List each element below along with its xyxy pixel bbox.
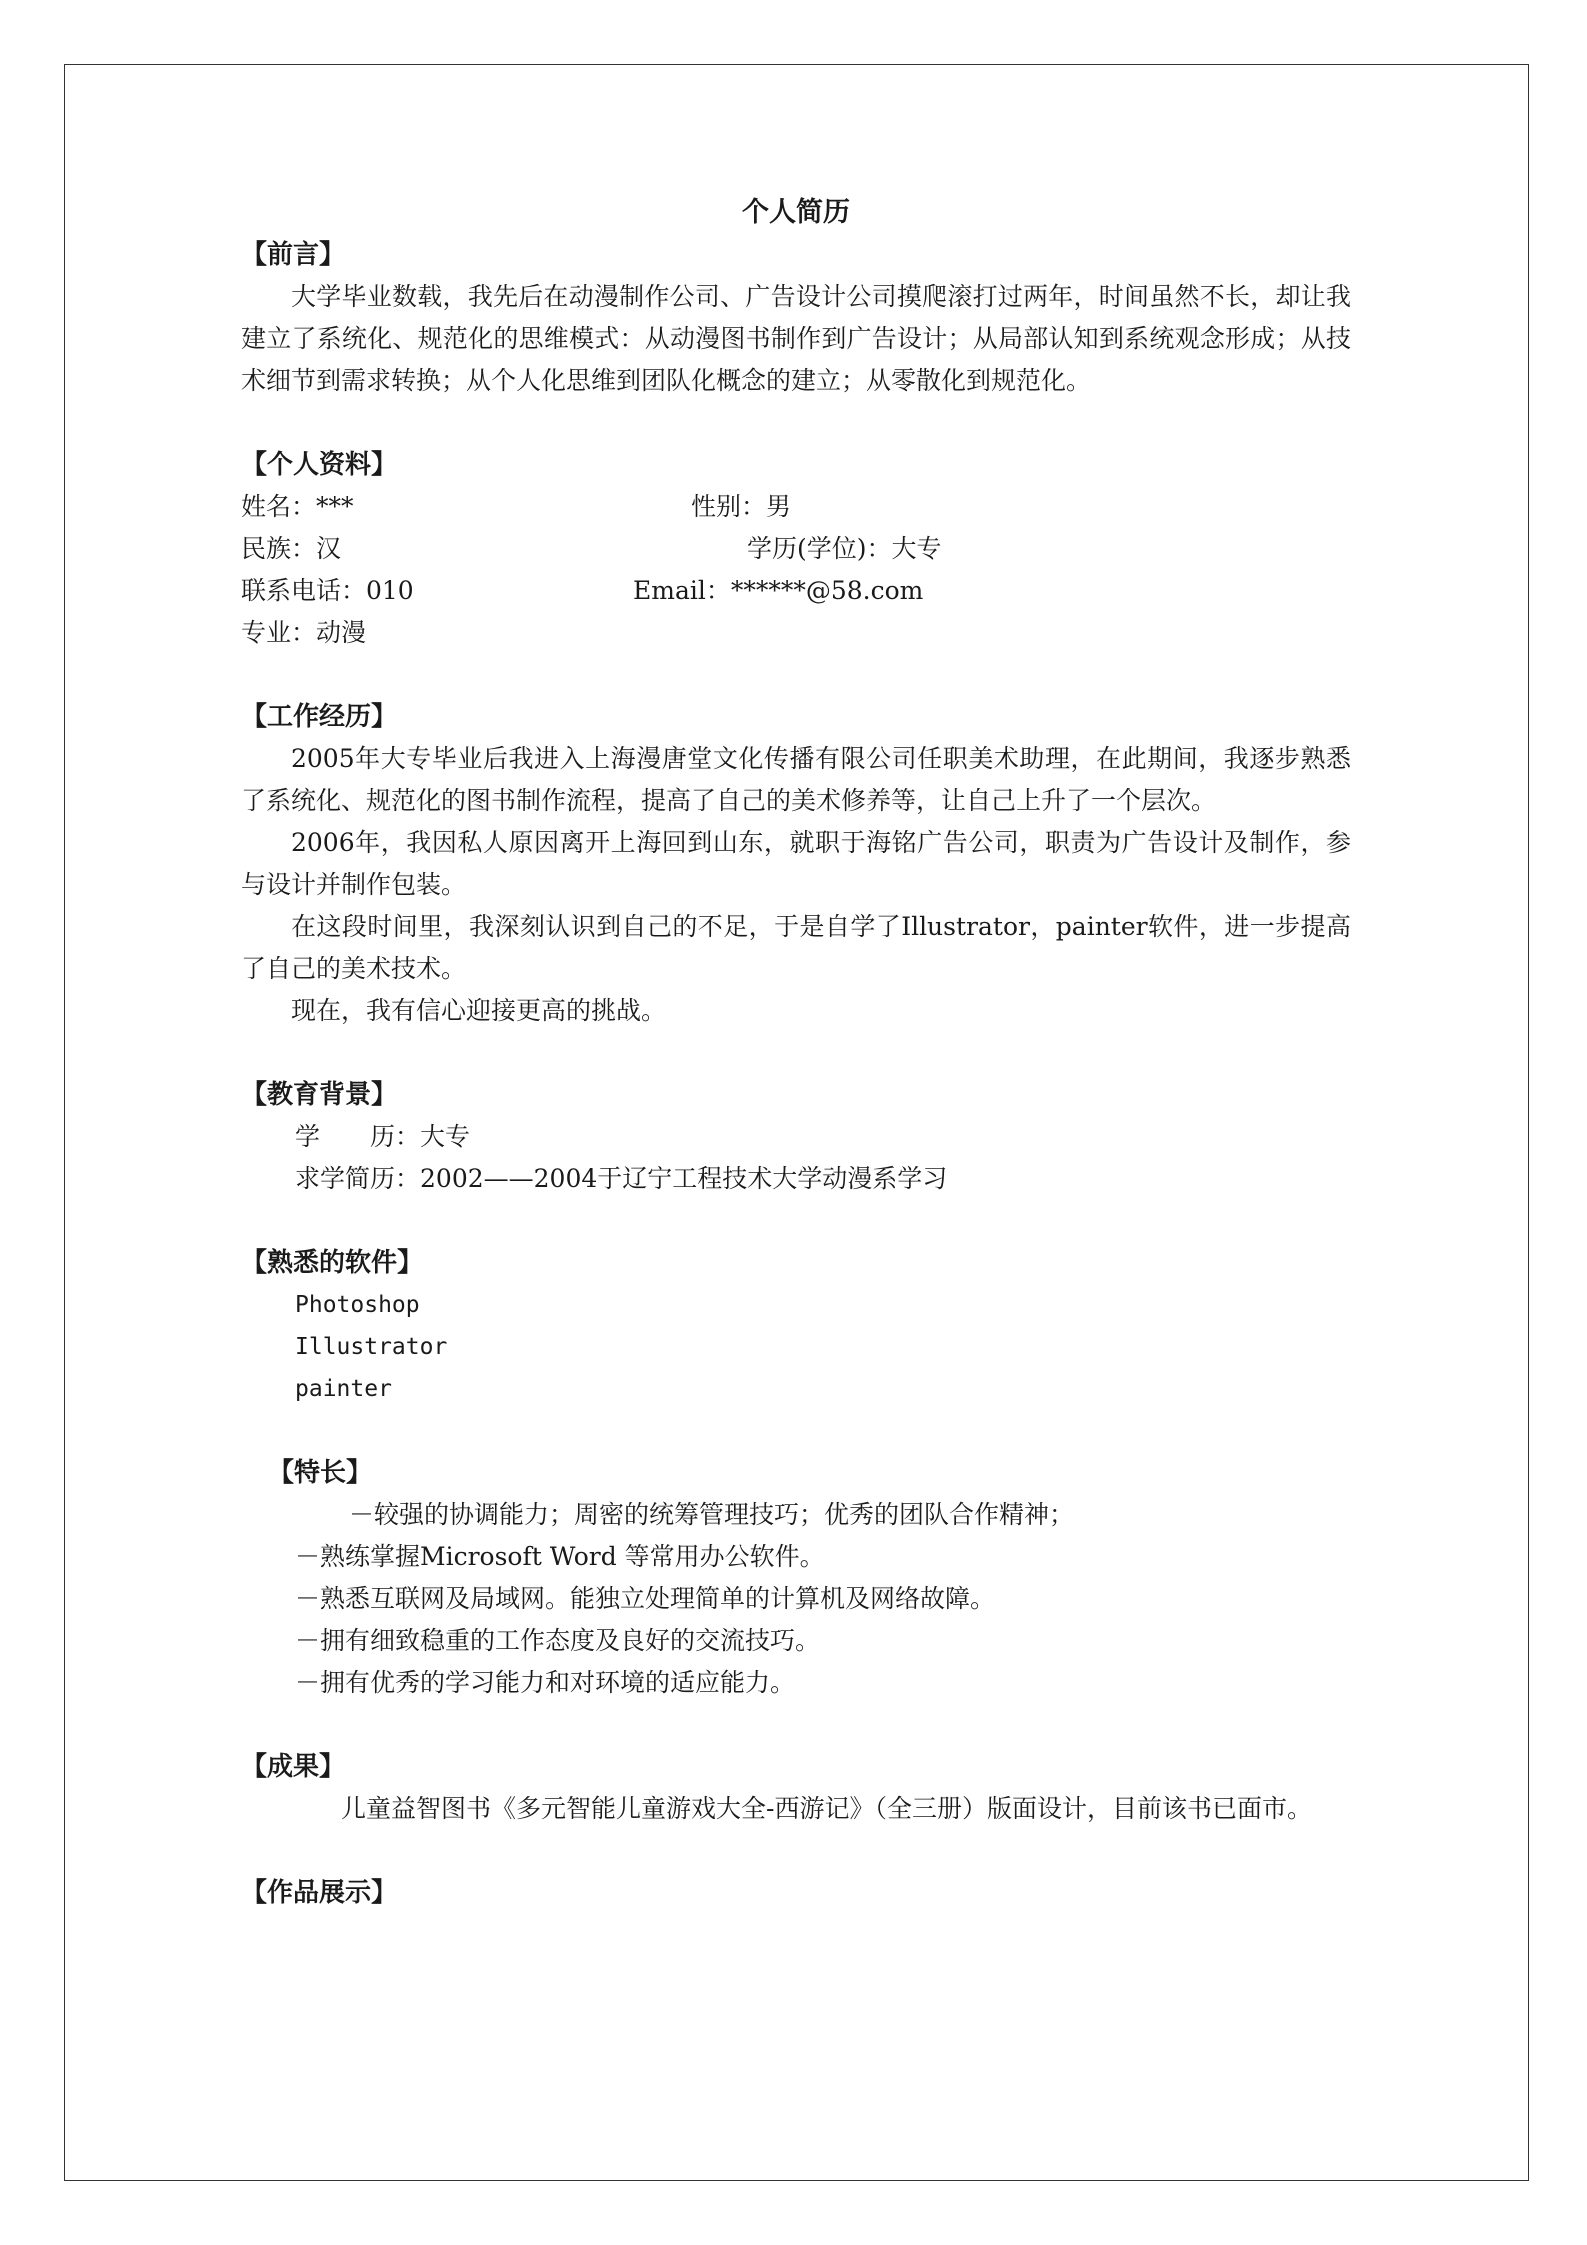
- strength-item: －较强的协调能力；周密的统筹管理技巧；优秀的团队合作精神；: [349, 1500, 1075, 1529]
- strengths-heading: 【特长】: [268, 1458, 373, 1488]
- major-field: 专业：动漫: [241, 618, 367, 647]
- education-history-label: 求学简历：: [295, 1164, 421, 1193]
- degree-field: 学历(学位)：大专: [747, 534, 942, 563]
- education-degree: [241, 1116, 1351, 1158]
- ethnicity-field: 民族：汉: [241, 534, 342, 563]
- education-history-value: 2002——2004于辽宁工程技术大学动漫系学习: [420, 1164, 948, 1193]
- achievements-text: 儿童益智图书《多元智能儿童游戏大全-西游记》（全三册）版面设计，目前该书已面市。: [341, 1794, 1312, 1823]
- personal-row-2: [241, 528, 1351, 570]
- software-heading: 【熟悉的软件】: [241, 1248, 424, 1278]
- software-item: Photoshop: [295, 1292, 420, 1318]
- name-field: 姓名：***: [241, 492, 354, 521]
- strength-item: －熟悉互联网及局域网。能独立处理简单的计算机及网络故障。: [295, 1584, 996, 1613]
- achievements-heading: 【成果】: [241, 1752, 346, 1782]
- resume-title: 个人简历: [742, 197, 850, 228]
- portfolio-heading: 【作品展示】: [241, 1878, 398, 1908]
- personal-heading: 【个人资料】: [241, 450, 398, 480]
- strength-item: －拥有细致稳重的工作态度及良好的交流技巧。: [295, 1626, 821, 1655]
- work-paragraph: 2006年，我因私人原因离开上海回到山东，就职于海铭广告公司，职责为广告设计及制作，参与设计并制作包装。: [241, 828, 1351, 899]
- software-item: painter: [295, 1376, 392, 1402]
- education-degree-value: 大专: [420, 1122, 471, 1151]
- email-field: Email：******@58.com: [633, 576, 924, 605]
- preface-heading: 【前言】: [241, 240, 346, 270]
- software-item: Illustrator: [295, 1334, 448, 1360]
- education-degree-label: 学 历：: [295, 1122, 421, 1151]
- work-paragraph: 在这段时间里，我深刻认识到自己的不足，于是自学了Illustrator，painter软件，进一步提高了自己的美术技术。: [241, 912, 1351, 983]
- education-heading: 【教育背景】: [241, 1080, 398, 1110]
- phone-field: 联系电话：010: [241, 576, 414, 605]
- gender-field: 性别：男: [691, 492, 792, 521]
- personal-row-1: [241, 486, 1351, 528]
- strength-item: －拥有优秀的学习能力和对环境的适应能力。: [295, 1668, 796, 1697]
- education-history: [241, 1158, 1351, 1200]
- preface-text: 大学毕业数载，我先后在动漫制作公司、广告设计公司摸爬滚打过两年，时间虽然不长，却让我建立了系统化、规范化的思维模式：从动漫图书制作到广告设计；从局部认知到系统观念形成；从技术细节到需求转换；从个人化思维到团队化概念的建立；从零散化到规范化。: [241, 282, 1351, 395]
- work-paragraph: 2005年大专毕业后我进入上海漫唐堂文化传播有限公司任职美术助理，在此期间，我逐步熟悉了系统化、规范化的图书制作流程，提高了自己的美术修养等，让自己上升了一个层次。: [241, 744, 1351, 815]
- personal-row-4: [241, 612, 1351, 654]
- work-paragraph: 现在，我有信心迎接更高的挑战。: [291, 996, 667, 1025]
- personal-row-3: [241, 570, 1351, 612]
- work-heading: 【工作经历】: [241, 702, 398, 732]
- strength-item: －熟练掌握Microsoft Word 等常用办公软件。: [295, 1542, 825, 1571]
- resume-document: [241, 192, 1351, 1914]
